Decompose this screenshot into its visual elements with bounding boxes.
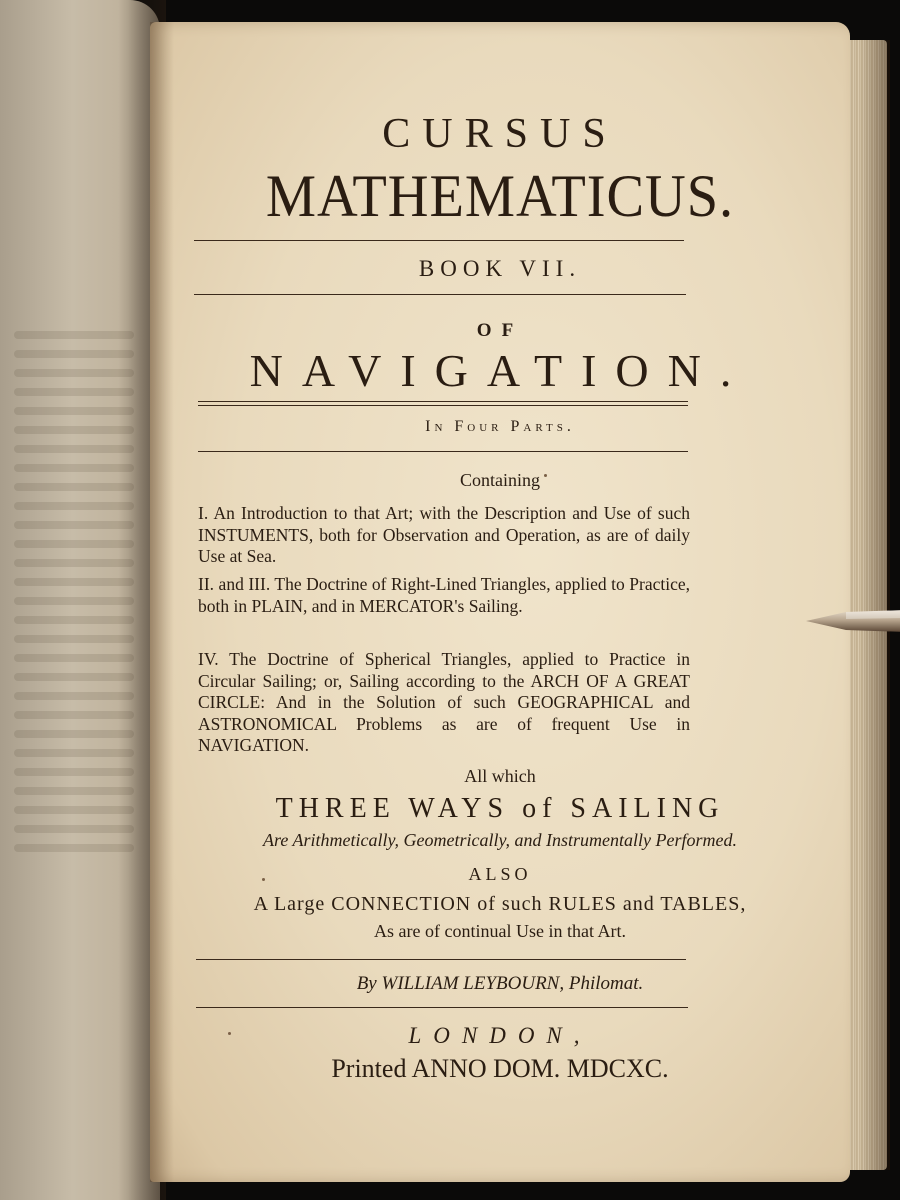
title-cursus: CURSUS [382, 111, 618, 157]
large-connection: A Large CONNECTION of such RULES and TABLES, [253, 893, 747, 915]
rule [198, 451, 688, 452]
foxing-spot [228, 1032, 231, 1035]
all-which: All which [464, 766, 536, 786]
containing-label: Containing [460, 470, 540, 490]
bookmark-pin-icon [806, 604, 900, 638]
contents-entry-1: I. An Introduction to that Art; with the Description and Use of such INSTUMENTS, both for Observation and Operation, as are of daily Use at Sea. [198, 503, 690, 566]
contents-entry-2: II. and III. The Doctrine of Right-Lined Triangles, applied to Practice, both in PLAIN, and in MERCATOR's Sailing. [198, 574, 690, 616]
rule [194, 294, 686, 295]
foxing-spot [544, 474, 547, 477]
rule [196, 1007, 688, 1008]
rule [198, 405, 688, 406]
contents-entry-3: IV. The Doctrine of Spherical Triangles, applied to Practice in Circular Sailing; or, Sailing according to the ARCH OF A GREAT CIRCLE: And in the Solution of such GEOGRAPHICAL and ASTRONOMICAL Problems as are of frequent Use in NAVIGATION. [198, 649, 690, 755]
three-ways-heading: THREE WAYS of SAILING [275, 793, 725, 824]
book-number: BOOK VII. [418, 256, 582, 281]
rule [198, 401, 688, 402]
foxing-spot [262, 878, 265, 881]
performed-line: Are Arithmetically, Geometrically, and Instrumentally Performed. [263, 830, 737, 850]
title-mathematicus: MATHEMATICUS. [265, 163, 735, 229]
rule [194, 240, 684, 241]
bleed-through-text [14, 320, 134, 970]
title-page [150, 22, 850, 1182]
imprint-place: LONDON, [408, 1023, 592, 1048]
also-label: ALSO [468, 864, 532, 884]
parts-line: In Four Parts. [425, 418, 575, 435]
as-are-line: As are of continual Use in that Art. [374, 921, 626, 941]
imprint-date: Printed ANNO DOM. MDCXC. [331, 1054, 669, 1083]
subtitle-of: OF [476, 320, 524, 341]
author-line: By WILLIAM LEYBOURN, Philomat. [356, 973, 644, 994]
rule [196, 959, 686, 960]
subtitle-navigation: NAVIGATION. [249, 345, 751, 396]
